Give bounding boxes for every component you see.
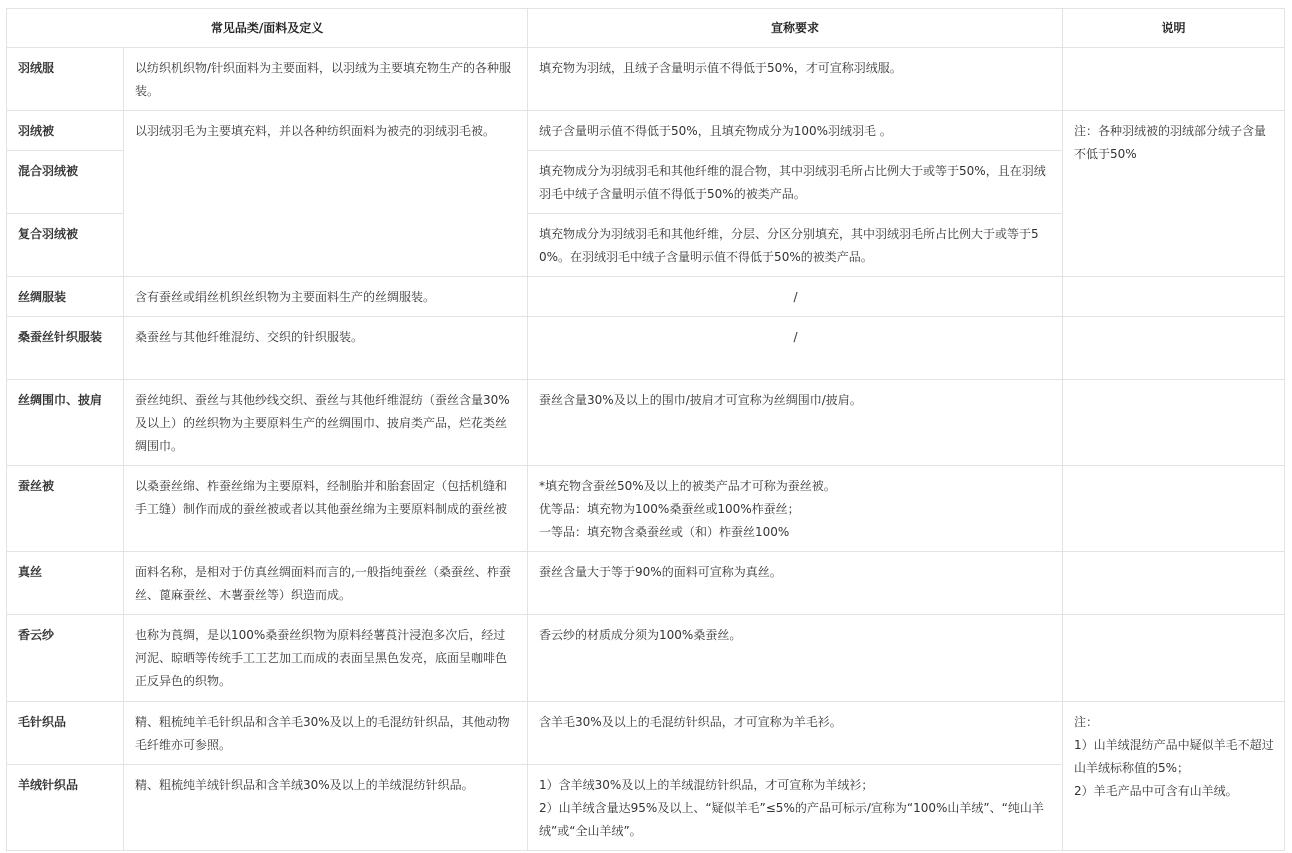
note-line: 2）羊毛产品中可含有山羊绒。	[1074, 784, 1238, 798]
definition-cell: 蚕丝纯织、蚕丝与其他纱线交织、蚕丝与其他纤维混纺（蚕丝含量30%及以上）的丝织物为主要原料生产的丝绸围巾、披肩类产品，烂花类丝绸围巾。	[124, 380, 528, 466]
claim-cell: /	[528, 317, 1063, 380]
note-cell	[1063, 466, 1285, 552]
claim-line: 优等品：填充物为100%桑蚕丝或100%柞蚕丝；	[539, 502, 800, 516]
note-cell	[1063, 277, 1285, 317]
table-header-row	[7, 9, 1285, 48]
note-cell	[1063, 380, 1285, 466]
table-row	[7, 466, 1285, 552]
table-row	[7, 702, 1285, 765]
category-cell: 羊绒针织品	[7, 765, 124, 851]
claim-cell: 绒子含量明示值不得低于50%，且填充物成分为100%羽绒羽毛 。	[528, 111, 1063, 151]
claim-line: 一等品：填充物含桑蚕丝或（和）柞蚕丝100%	[539, 525, 790, 539]
note-cell	[1063, 48, 1285, 111]
category-cell: 香云纱	[7, 615, 124, 702]
header-claim: 宣称要求	[528, 9, 1063, 48]
claim-cell	[528, 765, 1063, 851]
claim-cell: 蚕丝含量30%及以上的围巾/披肩才可宣称为丝绸围巾/披肩。	[528, 380, 1063, 466]
header-category: 常见品类/面料及定义	[7, 9, 528, 48]
table-row	[7, 317, 1285, 380]
category-cell: 羽绒服	[7, 48, 124, 111]
definition-cell: 以桑蚕丝绵、柞蚕丝绵为主要原料，经制胎并和胎套固定（包括机缝和手工缝）制作而成的蚕丝被或者以其他蚕丝绵为主要原料制成的蚕丝被	[124, 466, 528, 552]
claim-line: *填充物含蚕丝50%及以上的被类产品才可称为蚕丝被。	[539, 479, 836, 493]
header-note: 说明	[1063, 9, 1285, 48]
category-cell: 蚕丝被	[7, 466, 124, 552]
table-row	[7, 615, 1285, 702]
table-row	[7, 380, 1285, 466]
claim-cell: 填充物为羽绒，且绒子含量明示值不得低于50%，才可宣称羽绒服。	[528, 48, 1063, 111]
claims-table	[6, 8, 1285, 851]
definition-cell: 以纺织机织物/针织面料为主要面料，以羽绒为主要填充物生产的各种服装。	[124, 48, 528, 111]
claim-cell: /	[528, 277, 1063, 317]
category-cell: 丝绸服装	[7, 277, 124, 317]
claim-cell: 填充物成分为羽绒羽毛和其他纤维，分层、分区分别填充，其中羽绒羽毛所占比例大于或等于50%。在羽绒羽毛中绒子含量明示值不得低于50%的被类产品。	[528, 214, 1063, 277]
note-cell	[1063, 317, 1285, 380]
category-cell: 真丝	[7, 552, 124, 615]
table-row	[7, 277, 1285, 317]
claim-cell: 填充物成分为羽绒羽毛和其他纤维的混合物，其中羽绒羽毛所占比例大于或等于50%，且在羽绒羽毛中绒子含量明示值不得低于50%的被类产品。	[528, 151, 1063, 214]
note-line: 1）山羊绒混纺产品中疑似羊毛不超过山羊绒标称值的5%；	[1074, 738, 1274, 775]
definition-cell: 精、粗梳纯羊毛针织品和含羊毛30%及以上的毛混纺针织品，其他动物毛纤维亦可参照。	[124, 702, 528, 765]
category-cell: 混合羽绒被	[7, 151, 124, 214]
claim-line: 1）含羊绒30%及以上的羊绒混纺针织品，才可宣称为羊绒衫；	[539, 778, 874, 792]
definition-cell: 也称为莨绸，是以100%桑蚕丝织物为原料经薯莨汁浸泡多次后，经过河泥、晾晒等传统手工工艺加工而成的表面呈黑色发亮，底面呈咖啡色正反异色的织物。	[124, 615, 528, 702]
note-line: 注：	[1074, 715, 1099, 729]
definition-cell: 面料名称，是相对于仿真丝绸面料而言的,一般指纯蚕丝（桑蚕丝、柞蚕丝、蓖麻蚕丝、木薯蚕丝等）织造而成。	[124, 552, 528, 615]
note-cell: 注：各种羽绒被的羽绒部分绒子含量不低于50%	[1063, 111, 1285, 277]
category-cell: 毛针织品	[7, 702, 124, 765]
definition-cell: 精、粗梳纯羊绒针织品和含羊绒30%及以上的羊绒混纺针织品。	[124, 765, 528, 851]
table-row	[7, 48, 1285, 111]
claim-cell: 蚕丝含量大于等于90%的面料可宣称为真丝。	[528, 552, 1063, 615]
claim-cell: 含羊毛30%及以上的毛混纺针织品，才可宣称为羊毛衫。	[528, 702, 1063, 765]
claim-line: 2）山羊绒含量达95%及以上、“疑似羊毛”≤5%的产品可标示/宣称为“100%山羊绒”、“纯山羊绒”或“全山羊绒”。	[539, 801, 1044, 838]
category-cell: 复合羽绒被	[7, 214, 124, 277]
note-cell	[1063, 615, 1285, 702]
category-cell: 桑蚕丝针织服装	[7, 317, 124, 380]
definition-cell: 以羽绒羽毛为主要填充料，并以各种纺织面料为被壳的羽绒羽毛被。	[124, 111, 528, 277]
category-cell: 丝绸围巾、披肩	[7, 380, 124, 466]
claim-cell: 香云纱的材质成分须为100%桑蚕丝。	[528, 615, 1063, 702]
note-cell	[1063, 702, 1285, 851]
definition-cell: 含有蚕丝或绢丝机织丝织物为主要面料生产的丝绸服装。	[124, 277, 528, 317]
table-row	[7, 111, 1285, 151]
table-row	[7, 552, 1285, 615]
claim-cell	[528, 466, 1063, 552]
note-cell	[1063, 552, 1285, 615]
definition-cell: 桑蚕丝与其他纤维混纺、交织的针织服装。	[124, 317, 528, 380]
category-cell: 羽绒被	[7, 111, 124, 151]
